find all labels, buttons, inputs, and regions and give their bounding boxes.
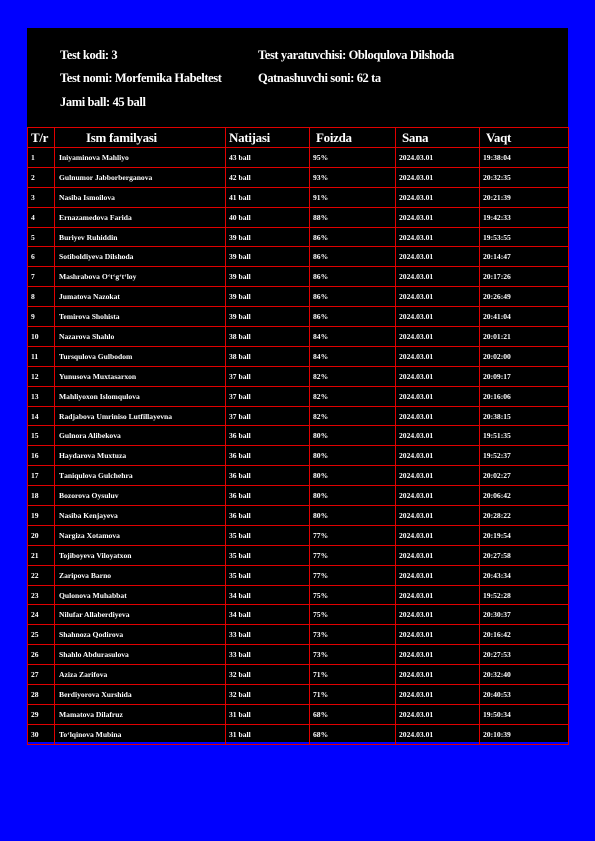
name-cell: Tojiboyeva Viloyatxon — [55, 545, 226, 565]
time-cell: 20:27:53 — [480, 645, 569, 665]
name-cell: Shahlo Abdurasulova — [55, 645, 226, 665]
author-label: Test yaratuvchisi: — [258, 48, 346, 62]
date-cell: 2024.03.01 — [396, 247, 480, 267]
name-cell: Mashrabova Oʻtʻgʻtʻloy — [55, 267, 226, 287]
percent-cell: 86% — [310, 267, 396, 287]
time-cell: 20:41:04 — [480, 307, 569, 327]
time-cell: 20:32:35 — [480, 167, 569, 187]
rank-cell: 1 — [28, 148, 55, 168]
column-header-date: Sana — [396, 128, 480, 148]
date-cell: 2024.03.01 — [396, 486, 480, 506]
rank-cell: 17 — [28, 466, 55, 486]
name-cell: Aziza Zarifova — [55, 665, 226, 685]
table-row — [28, 506, 569, 526]
rank-cell: 9 — [28, 307, 55, 327]
name-cell: Nasiba Ismoilova — [55, 187, 226, 207]
name-cell: Tаniqulova Gulchehra — [55, 466, 226, 486]
name-cell: Mahliyoxon Islomqulova — [55, 386, 226, 406]
results-table — [27, 127, 569, 745]
date-cell: 2024.03.01 — [396, 605, 480, 625]
participants-label: Qatnashuvchi soni: — [258, 71, 354, 85]
name-cell: Buriyev Ruhiddin — [55, 227, 226, 247]
percent-cell: 80% — [310, 486, 396, 506]
percent-cell: 71% — [310, 665, 396, 685]
percent-cell: 91% — [310, 187, 396, 207]
name-cell: Qulonova Muhabbat — [55, 585, 226, 605]
table-row — [28, 545, 569, 565]
result-cell: 34 ball — [226, 605, 310, 625]
percent-cell: 75% — [310, 605, 396, 625]
date-cell: 2024.03.01 — [396, 386, 480, 406]
result-cell: 32 ball — [226, 665, 310, 685]
result-cell: 33 ball — [226, 645, 310, 665]
result-cell: 37 ball — [226, 406, 310, 426]
time-cell: 20:16:42 — [480, 625, 569, 645]
date-cell: 2024.03.01 — [396, 346, 480, 366]
table-row — [28, 525, 569, 545]
name-cell: Temirova Shohista — [55, 307, 226, 327]
table-row — [28, 148, 569, 168]
result-cell: 35 ball — [226, 565, 310, 585]
table-row — [28, 585, 569, 605]
percent-cell: 93% — [310, 167, 396, 187]
time-cell: 20:14:47 — [480, 247, 569, 267]
time-cell: 20:28:22 — [480, 506, 569, 526]
percent-cell: 68% — [310, 704, 396, 724]
time-cell: 20:10:39 — [480, 724, 569, 744]
date-cell: 2024.03.01 — [396, 685, 480, 705]
table-row — [28, 486, 569, 506]
percent-cell: 82% — [310, 406, 396, 426]
rank-cell: 10 — [28, 327, 55, 347]
table-row — [28, 386, 569, 406]
percent-cell: 77% — [310, 525, 396, 545]
date-cell: 2024.03.01 — [396, 724, 480, 744]
table-row — [28, 406, 569, 426]
date-cell: 2024.03.01 — [396, 307, 480, 327]
percent-cell: 77% — [310, 565, 396, 585]
result-cell: 43 ball — [226, 148, 310, 168]
column-header-result: Natijasi — [226, 128, 310, 148]
author-value: Obloqulova Dilshoda — [348, 48, 454, 62]
table-row — [28, 466, 569, 486]
result-cell: 36 ball — [226, 486, 310, 506]
column-header-percent: Foizda — [310, 128, 396, 148]
percent-cell: 84% — [310, 327, 396, 347]
time-cell: 20:30:37 — [480, 605, 569, 625]
results-sheet — [27, 28, 568, 742]
date-cell: 2024.03.01 — [396, 426, 480, 446]
time-cell: 20:17:26 — [480, 267, 569, 287]
result-cell: 35 ball — [226, 525, 310, 545]
rank-cell: 25 — [28, 625, 55, 645]
table-row — [28, 704, 569, 724]
rank-cell: 3 — [28, 187, 55, 207]
time-cell: 19:51:35 — [480, 426, 569, 446]
name-cell: Gulnora Alibekova — [55, 426, 226, 446]
name-cell: Jumatova Nazokat — [55, 287, 226, 307]
time-cell: 20:02:27 — [480, 466, 569, 486]
test-code-value: 3 — [111, 48, 118, 62]
name-cell: Zaripova Barno — [55, 565, 226, 585]
percent-cell: 71% — [310, 685, 396, 705]
percent-cell: 86% — [310, 287, 396, 307]
percent-cell: 95% — [310, 148, 396, 168]
time-cell: 19:52:28 — [480, 585, 569, 605]
rank-cell: 7 — [28, 267, 55, 287]
percent-cell: 80% — [310, 466, 396, 486]
rank-cell: 18 — [28, 486, 55, 506]
date-cell: 2024.03.01 — [396, 466, 480, 486]
name-cell: Toʻlqinova Mubina — [55, 724, 226, 744]
date-cell: 2024.03.01 — [396, 525, 480, 545]
name-cell: Nazarova Shahlo — [55, 327, 226, 347]
date-cell: 2024.03.01 — [396, 406, 480, 426]
percent-cell: 86% — [310, 307, 396, 327]
time-cell: 19:52:37 — [480, 446, 569, 466]
name-cell: Mamatova Dilafruz — [55, 704, 226, 724]
table-row — [28, 446, 569, 466]
column-header-name: Ism familyasi — [55, 128, 226, 148]
percent-cell: 86% — [310, 227, 396, 247]
name-cell: Berdiyorova Xurshida — [55, 685, 226, 705]
time-cell: 20:27:58 — [480, 545, 569, 565]
result-cell: 36 ball — [226, 466, 310, 486]
result-cell: 39 ball — [226, 307, 310, 327]
rank-cell: 16 — [28, 446, 55, 466]
name-cell: Yunusova Muxtasarxon — [55, 366, 226, 386]
rank-cell: 14 — [28, 406, 55, 426]
date-cell: 2024.03.01 — [396, 665, 480, 685]
time-cell: 19:50:34 — [480, 704, 569, 724]
table-row — [28, 207, 569, 227]
total-score-label: Jami ball: — [60, 95, 110, 109]
time-cell: 20:06:42 — [480, 486, 569, 506]
date-cell: 2024.03.01 — [396, 565, 480, 585]
total-score-value: 45 ball — [112, 95, 146, 109]
time-cell: 20:43:34 — [480, 565, 569, 585]
name-cell: Sotiboldiyeva Dilshoda — [55, 247, 226, 267]
result-cell: 41 ball — [226, 187, 310, 207]
time-cell: 20:26:49 — [480, 287, 569, 307]
table-row — [28, 327, 569, 347]
percent-cell: 73% — [310, 625, 396, 645]
percent-cell: 88% — [310, 207, 396, 227]
percent-cell: 86% — [310, 247, 396, 267]
date-cell: 2024.03.01 — [396, 366, 480, 386]
test-name-value: Morfemika Habeltest — [114, 71, 222, 85]
table-row — [28, 605, 569, 625]
test-code-label: Test kodi: — [60, 48, 109, 62]
rank-cell: 28 — [28, 685, 55, 705]
percent-cell: 75% — [310, 585, 396, 605]
result-cell: 37 ball — [226, 366, 310, 386]
rank-cell: 22 — [28, 565, 55, 585]
result-cell: 39 ball — [226, 247, 310, 267]
date-cell: 2024.03.01 — [396, 545, 480, 565]
table-row — [28, 565, 569, 585]
rank-cell: 8 — [28, 287, 55, 307]
rank-cell: 19 — [28, 506, 55, 526]
name-cell: Nasiba Kenjayeva — [55, 506, 226, 526]
table-row — [28, 346, 569, 366]
result-cell: 35 ball — [226, 545, 310, 565]
date-cell: 2024.03.01 — [396, 625, 480, 645]
date-cell: 2024.03.01 — [396, 506, 480, 526]
result-cell: 32 ball — [226, 685, 310, 705]
rank-cell: 4 — [28, 207, 55, 227]
table-row — [28, 227, 569, 247]
name-cell: Tursqulova Gulbodom — [55, 346, 226, 366]
percent-cell: 82% — [310, 366, 396, 386]
percent-cell: 73% — [310, 645, 396, 665]
name-cell: Bozorova Oysuluv — [55, 486, 226, 506]
table-row — [28, 267, 569, 287]
table-row — [28, 645, 569, 665]
result-cell: 33 ball — [226, 625, 310, 645]
time-cell: 19:38:04 — [480, 148, 569, 168]
date-cell: 2024.03.01 — [396, 645, 480, 665]
table-row — [28, 426, 569, 446]
name-cell: Nargiza Xotamova — [55, 525, 226, 545]
date-cell: 2024.03.01 — [396, 287, 480, 307]
table-row — [28, 665, 569, 685]
rank-cell: 26 — [28, 645, 55, 665]
table-row — [28, 287, 569, 307]
name-cell: Haydarova Muxtuza — [55, 446, 226, 466]
result-cell: 38 ball — [226, 346, 310, 366]
date-cell: 2024.03.01 — [396, 148, 480, 168]
rank-cell: 30 — [28, 724, 55, 744]
test-info-header — [27, 28, 568, 128]
date-cell: 2024.03.01 — [396, 327, 480, 347]
author-line — [258, 47, 454, 63]
name-cell: Gulnumor Jabborberganova — [55, 167, 226, 187]
rank-cell: 15 — [28, 426, 55, 446]
result-cell: 37 ball — [226, 386, 310, 406]
column-header-rank: T/r — [28, 128, 55, 148]
result-cell: 39 ball — [226, 227, 310, 247]
time-cell: 20:02:00 — [480, 346, 569, 366]
result-cell: 39 ball — [226, 267, 310, 287]
percent-cell: 80% — [310, 506, 396, 526]
rank-cell: 27 — [28, 665, 55, 685]
result-cell: 36 ball — [226, 446, 310, 466]
table-row — [28, 625, 569, 645]
time-cell: 20:32:40 — [480, 665, 569, 685]
time-cell: 20:21:39 — [480, 187, 569, 207]
result-cell: 39 ball — [226, 287, 310, 307]
date-cell: 2024.03.01 — [396, 227, 480, 247]
column-header-time: Vaqt — [480, 128, 569, 148]
rank-cell: 12 — [28, 366, 55, 386]
rank-cell: 5 — [28, 227, 55, 247]
participants-value: 62 ta — [356, 71, 381, 85]
percent-cell: 77% — [310, 545, 396, 565]
result-cell: 42 ball — [226, 167, 310, 187]
time-cell: 19:42:33 — [480, 207, 569, 227]
rank-cell: 23 — [28, 585, 55, 605]
rank-cell: 21 — [28, 545, 55, 565]
date-cell: 2024.03.01 — [396, 207, 480, 227]
time-cell: 20:01:21 — [480, 327, 569, 347]
participants-line — [258, 70, 381, 86]
date-cell: 2024.03.01 — [396, 446, 480, 466]
table-row — [28, 307, 569, 327]
time-cell: 20:38:15 — [480, 406, 569, 426]
name-cell: Shahnoza Qodirova — [55, 625, 226, 645]
rank-cell: 13 — [28, 386, 55, 406]
table-header-row — [28, 128, 569, 148]
result-cell: 40 ball — [226, 207, 310, 227]
result-cell: 38 ball — [226, 327, 310, 347]
percent-cell: 80% — [310, 426, 396, 446]
percent-cell: 82% — [310, 386, 396, 406]
result-cell: 31 ball — [226, 724, 310, 744]
rank-cell: 2 — [28, 167, 55, 187]
rank-cell: 11 — [28, 346, 55, 366]
rank-cell: 24 — [28, 605, 55, 625]
name-cell: Radjabova Umriniso Lutfillayevna — [55, 406, 226, 426]
percent-cell: 80% — [310, 446, 396, 466]
rank-cell: 29 — [28, 704, 55, 724]
date-cell: 2024.03.01 — [396, 187, 480, 207]
percent-cell: 84% — [310, 346, 396, 366]
percent-cell: 68% — [310, 724, 396, 744]
test-name-line — [60, 70, 221, 86]
rank-cell: 20 — [28, 525, 55, 545]
table-row — [28, 167, 569, 187]
total-score-line — [60, 94, 146, 110]
date-cell: 2024.03.01 — [396, 585, 480, 605]
date-cell: 2024.03.01 — [396, 167, 480, 187]
table-row — [28, 247, 569, 267]
name-cell: Nilufar Allaberdiyeva — [55, 605, 226, 625]
table-row — [28, 366, 569, 386]
time-cell: 20:40:53 — [480, 685, 569, 705]
time-cell: 20:09:17 — [480, 366, 569, 386]
result-cell: 34 ball — [226, 585, 310, 605]
name-cell: Ernazamedova Farida — [55, 207, 226, 227]
test-name-label: Test nomi: — [60, 71, 113, 85]
table-row — [28, 685, 569, 705]
time-cell: 19:53:55 — [480, 227, 569, 247]
date-cell: 2024.03.01 — [396, 704, 480, 724]
name-cell: Iniyaminova Mahliyo — [55, 148, 226, 168]
test-code-line — [60, 47, 117, 63]
result-cell: 31 ball — [226, 704, 310, 724]
time-cell: 20:16:06 — [480, 386, 569, 406]
date-cell: 2024.03.01 — [396, 267, 480, 287]
time-cell: 20:19:54 — [480, 525, 569, 545]
rank-cell: 6 — [28, 247, 55, 267]
result-cell: 36 ball — [226, 506, 310, 526]
table-row — [28, 724, 569, 744]
result-cell: 36 ball — [226, 426, 310, 446]
table-row — [28, 187, 569, 207]
